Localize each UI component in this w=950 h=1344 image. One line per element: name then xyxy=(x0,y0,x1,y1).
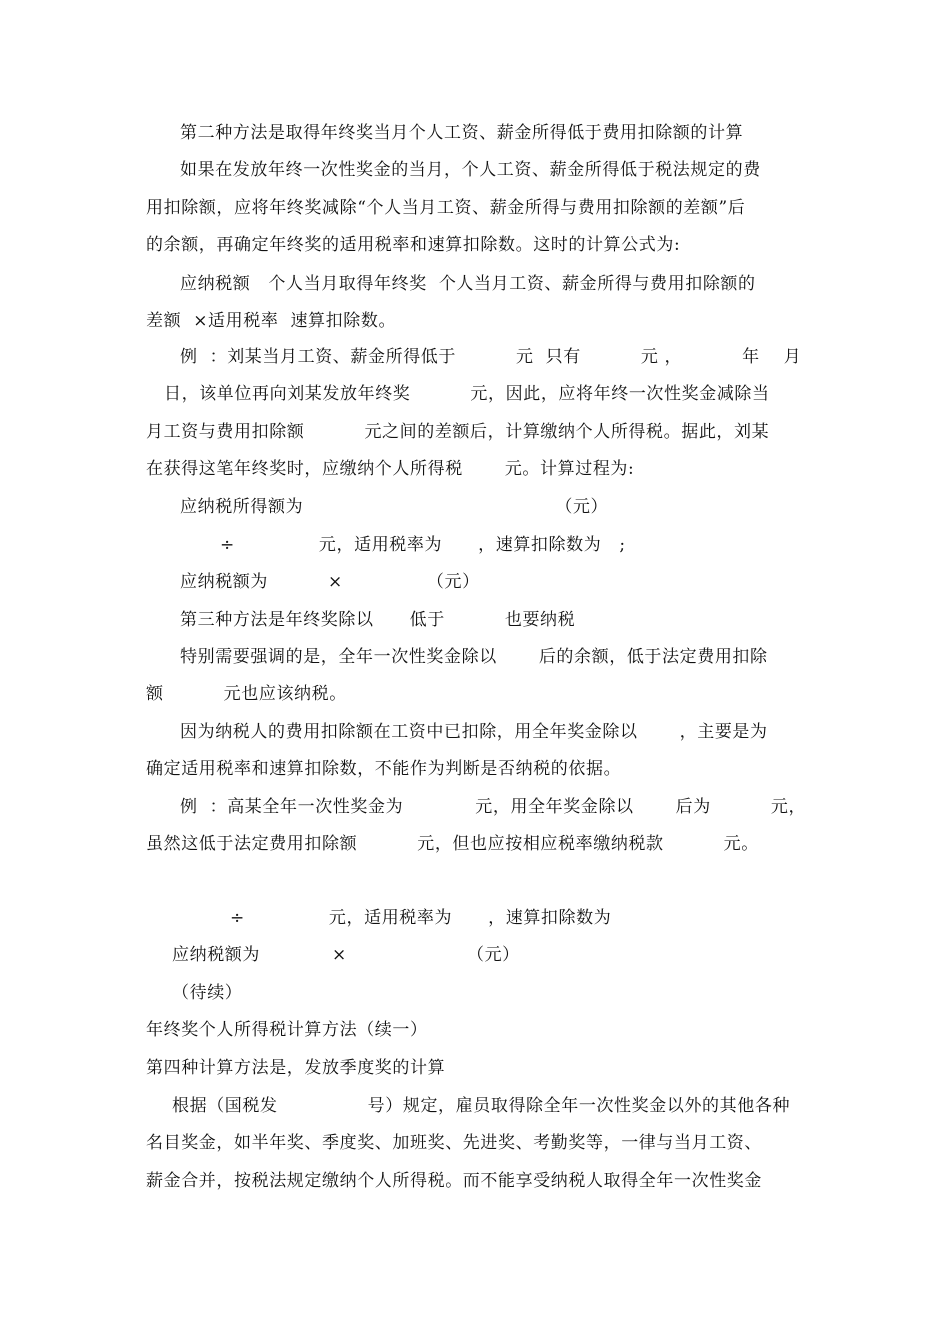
text-line: 用扣除额，应将年终奖减除“个人当月工资、薪金所得与费用扣除额的差额”后 xyxy=(146,198,746,218)
text-line: 例 ：刘某当月工资、薪金所得低于 元 只有 元 ， 年 月 xyxy=(180,347,802,367)
text-line: （待续） xyxy=(172,983,243,1003)
text-line: 名目奖金，如半年奖、季度奖、加班奖、先进奖、考勤奖等，一律与当月工资、 xyxy=(146,1133,762,1153)
text-line: ÷ 元，适用税率为 ，速算扣除数为 xyxy=(230,908,612,928)
text-line: 差额 ×适用税率 速算扣除数。 xyxy=(146,311,397,331)
text-line: 薪金合并，按税法规定缴纳个人所得税。而不能享受纳税人取得全年一次性奖金 xyxy=(146,1171,762,1191)
text-line: 的余额，再确定年终奖的适用税率和速算扣除数。这时的计算公式为: xyxy=(146,235,681,255)
text-line: 应纳税额 个人当月取得年终奖 个人当月工资、薪金所得与费用扣除额的 xyxy=(180,274,756,294)
text-line: 第二种方法是取得年终奖当月个人工资、薪金所得低于费用扣除额的计算 xyxy=(180,123,744,143)
text-line: 例 ：高某全年一次性奖金为 元，用全年奖金除以 后为 元， xyxy=(180,797,807,817)
text-line: 如果在发放年终一次性奖金的当月，个人工资、薪金所得低于税法规定的费 xyxy=(180,160,761,180)
text-line: 根据（国税发 号）规定，雇员取得除全年一次性奖金以外的其他各种 xyxy=(172,1096,791,1116)
text-line: 应纳税额为 × （元） xyxy=(172,945,520,965)
text-line: 应纳税所得额为 （元） xyxy=(180,497,609,517)
text-line: 日，该单位再向刘某发放年终奖 元，因此，应将年终一次性奖金减除当 xyxy=(164,384,770,404)
text-line: 因为纳税人的费用扣除额在工资中已扣除，用全年奖金除以 ，主要是为 xyxy=(180,722,768,742)
text-line: 虽然这低于法定费用扣除额 元，但也应按相应税率缴纳税款 元。 xyxy=(146,834,759,854)
section-heading: 年终奖个人所得税计算方法（续一） xyxy=(146,1020,428,1040)
text-line: 月工资与费用扣除额 元之间的差额后，计算缴纳个人所得税。据此，刘某 xyxy=(146,422,770,442)
text-line: 确定适用税率和速算扣除数，不能作为判断是否纳税的依据。 xyxy=(146,759,622,779)
text-line: 在获得这笔年终奖时，应缴纳个人所得税 元。计算过程为: xyxy=(146,459,635,479)
text-line: 特别需要强调的是，全年一次性奖金除以 后的余额，低于法定费用扣除 xyxy=(180,647,768,667)
text-line: 额 元也应该纳税。 xyxy=(146,684,347,704)
text-line: 第三种方法是年终奖除以 低于 也要纳税 xyxy=(180,610,576,630)
text-line: 第四种计算方法是，发放季度奖的计算 xyxy=(146,1058,446,1078)
text-line: ÷ 元，适用税率为 ，速算扣除数为 ; xyxy=(220,535,626,555)
text-line: 应纳税额为 × （元） xyxy=(180,572,480,592)
